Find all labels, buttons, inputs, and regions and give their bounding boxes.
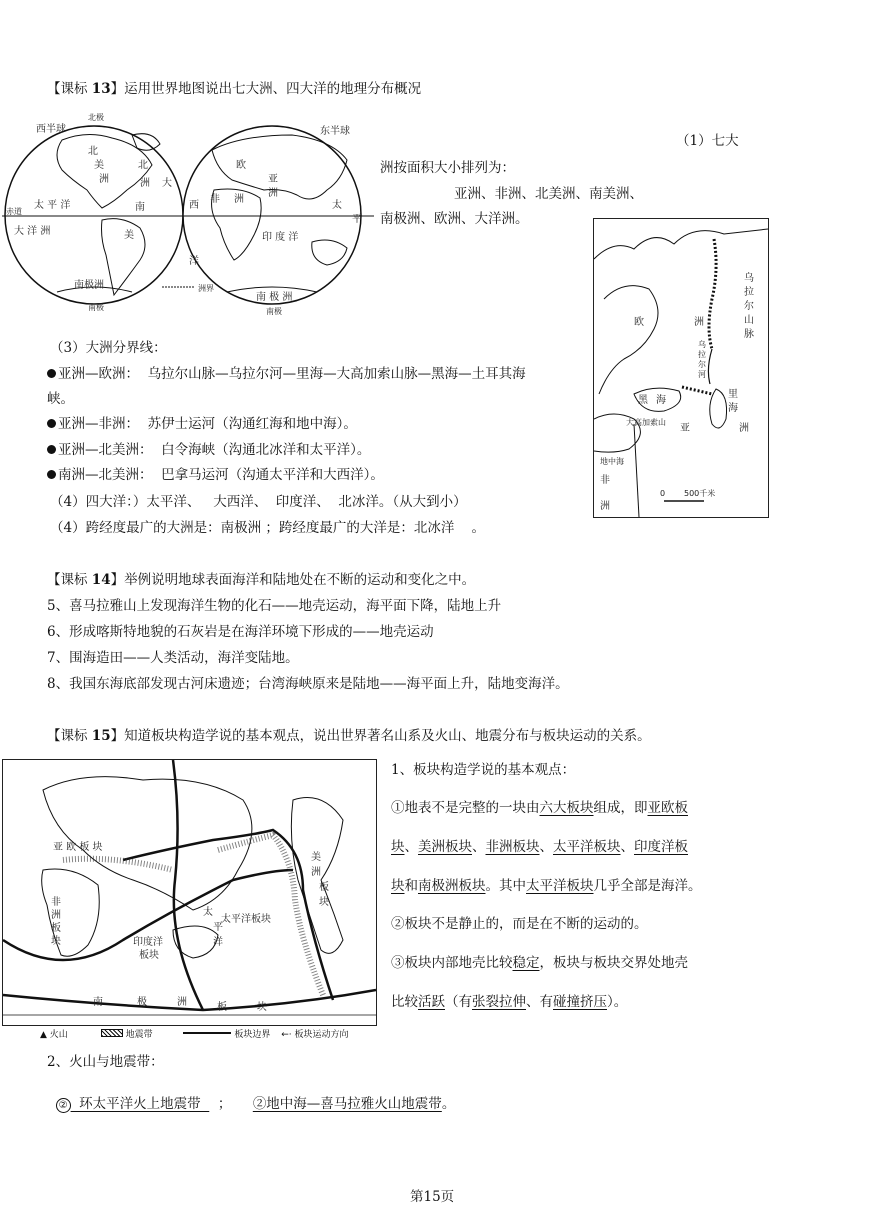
map-label: 洋 — [213, 937, 223, 948]
map-label: 拉 — [698, 350, 706, 359]
map-label: 洲 — [99, 174, 109, 185]
map-label: 南极 — [88, 303, 104, 312]
plate-map-legend: ▲ 火山 地震带 板块边界 ←· 板块运动方向 — [40, 1030, 349, 1040]
map-label: 美 — [94, 160, 104, 171]
map-label: 尔 — [698, 360, 706, 369]
map-label: 西半球 — [36, 124, 66, 135]
map-label: 印 度 洋 — [262, 232, 299, 243]
map-label: 板 — [319, 882, 329, 893]
map-label: 大 — [162, 178, 172, 189]
map-label: 洲 — [600, 501, 610, 512]
map-label: 块 — [319, 897, 329, 908]
map-label: 块 — [257, 1002, 267, 1013]
section14-item: 8、我国东海底部发现古河床遗迹；台湾海峡原来是陆地——海平面上升，陆地变海洋。 — [47, 676, 569, 692]
map-label: 美 — [311, 852, 321, 863]
map-label: 山 — [744, 315, 754, 326]
map-label: 洲 — [140, 178, 150, 189]
plate-p7: 比较活跃（有张裂拉伸、有碰撞挤压）。 — [391, 994, 628, 1010]
map-label: 太平洋板块 — [221, 914, 271, 925]
plate-p4: 块和南极洲板块。其中太平洋板块几乎全部是海洋。 — [391, 878, 702, 894]
map-label: 西 — [189, 200, 199, 211]
bullet-icon — [47, 369, 56, 378]
q1-line4: 南极洲、欧洲、大洋洲。 — [380, 211, 529, 227]
map-label: 亚 — [268, 174, 278, 185]
map-label: 非 — [210, 194, 220, 205]
plate-p2: ①地表不是完整的一块由六大板块组成，即亚欧板 — [391, 800, 688, 816]
volcano-belts: ② 环太平洋火上地震带 ； ②地中海—喜马拉雅火山地震带。 — [47, 1076, 455, 1113]
map-label: 洲 — [311, 867, 321, 878]
q1-prefix: （1）七大 — [676, 133, 739, 149]
section14-item: 7、围海造田——人类活动，海洋变陆地。 — [47, 650, 299, 666]
map-label: 北 — [88, 146, 98, 157]
boundary-asia-europe-cont: 峡。 — [47, 391, 74, 407]
map-label: 板 — [217, 1002, 227, 1013]
map-label: 洲 — [694, 317, 704, 328]
map-label: 南 — [135, 202, 145, 213]
bullet-icon — [47, 419, 56, 428]
map-label: 洋 — [189, 256, 199, 267]
map-label: 洲 — [177, 997, 187, 1008]
boundary-asia-namerica: 亚洲—北美洲： 白令海峡（沟通北冰洋和太平洋）。 — [47, 438, 370, 458]
bullet-icon — [47, 445, 56, 454]
map-label: 洲界 — [198, 284, 214, 293]
map-label: 海 — [728, 403, 738, 414]
map-label: 南极 — [266, 307, 282, 316]
circled-number: ② — [56, 1098, 71, 1113]
section14-heading: 【课标 14】举例说明地球表面海洋和陆地处在不断的运动和变化之中。 — [47, 572, 476, 588]
q4-widest: （4）跨经度最广的大洲是：南极洲 ；跨经度最广的大洋是：北冰洋 。 — [50, 520, 486, 536]
map-label: 北 — [138, 160, 148, 171]
map-label: 大 洋 洲 — [14, 226, 51, 237]
q4-oceans: （4）四大洋：）太平洋、 大西洋、 印度洋、 北冰洋。（从大到小） — [50, 494, 467, 510]
map-label: 赤道 — [6, 207, 22, 216]
map-label: 美 — [124, 230, 134, 241]
q1-line2: 洲按面积大小排列为： — [380, 160, 515, 176]
map-label: 南极洲 — [74, 280, 104, 291]
plate-p1: 1、板块构造学说的基本观点： — [391, 762, 576, 778]
map-label: 平 — [213, 922, 223, 933]
map-label: 极 — [137, 997, 147, 1008]
map-label: 亚 欧 板 块 — [53, 842, 103, 853]
map-label: 印度洋 — [133, 937, 163, 948]
boundary-samerica-namerica: 南洲—北美洲： 巴拿马运河（沟通太平洋和大西洋）。 — [47, 463, 384, 483]
plate-p3: 块、美洲板块、非洲板块、太平洋板块、印度洋板 — [391, 839, 688, 855]
map-label: 平 — [352, 214, 362, 225]
map-label: 河 — [698, 370, 706, 379]
map-label: 块 — [51, 936, 61, 947]
map-label: 非 — [600, 475, 610, 486]
boundary-asia-europe: 亚洲—欧洲： 乌拉尔山脉—乌拉尔河—里海—大高加索山脉—黑海—土耳其海 — [47, 362, 526, 382]
map-label: 500千米 — [684, 489, 716, 498]
map-label: 拉 — [744, 287, 754, 298]
hemisphere-map — [2, 110, 374, 322]
section14-item: 6、形成喀斯特地貌的石灰岩是在海洋环境下形成的——地壳运动 — [47, 624, 434, 640]
map-label: 脉 — [744, 329, 754, 340]
section13-heading: 【课标 13】运用世界地图说出七大洲、四大洋的地理分布概况 — [47, 81, 422, 97]
map-label: 地中海 — [600, 457, 624, 466]
map-label: 里 — [728, 389, 738, 400]
map-label: 洲 — [739, 423, 749, 434]
map-label: 非 — [51, 897, 61, 908]
map-label: 黑 — [638, 395, 648, 406]
map-label: 乌 — [698, 340, 706, 349]
map-label: 洲 — [268, 188, 278, 199]
plate-p6: ③板块内部地壳比较稳定，板块与板块交界处地壳 — [391, 955, 688, 971]
map-label: 南 — [93, 997, 103, 1008]
volcano-heading: 2、火山与地震带： — [47, 1054, 164, 1070]
q1-line3: 亚洲、非洲、北美洲、南美洲、 — [454, 186, 643, 202]
map-label: 洲 — [51, 910, 61, 921]
map-label: 洲 — [234, 194, 244, 205]
map-label: 欧 — [236, 160, 246, 171]
map-label: 大高加索山 — [626, 418, 666, 427]
boundary-asia-africa: 亚洲—非洲： 苏伊士运河（沟通红海和地中海）。 — [47, 412, 357, 432]
section14-item: 5、喜马拉雅山上发现海洋生物的化石——地壳运动，海平面下降，陆地上升 — [47, 598, 502, 614]
plate-map — [2, 759, 377, 1026]
map-label: 太 平 洋 — [34, 200, 71, 211]
map-label: 东半球 — [320, 126, 350, 137]
map-label: 乌 — [744, 273, 754, 284]
map-label: 尔 — [744, 301, 754, 312]
europe-asia-map — [593, 218, 769, 518]
map-label: 海 — [656, 395, 666, 406]
map-label: 板块 — [139, 950, 159, 961]
map-label: 南 极 洲 — [256, 292, 293, 303]
page-number: 第15页 — [410, 1189, 455, 1205]
map-label: 北极 — [88, 113, 104, 122]
q3-title: （3）大洲分界线： — [50, 340, 167, 356]
bullet-icon — [47, 470, 56, 479]
map-label: 亚 — [680, 423, 690, 434]
map-label: 太 — [332, 200, 342, 211]
map-label: 板 — [51, 923, 61, 934]
plate-p5: ②板块不是静止的，而是在不断的运动的。 — [391, 916, 648, 932]
section15-heading: 【课标 15】知道板块构造学说的基本观点，说出世界著名山系及火山、地震分布与板块运动的关系。 — [47, 728, 651, 744]
map-label: 太 — [203, 907, 213, 918]
map-label: 欧 — [634, 317, 644, 328]
map-label: 0 — [660, 489, 666, 498]
